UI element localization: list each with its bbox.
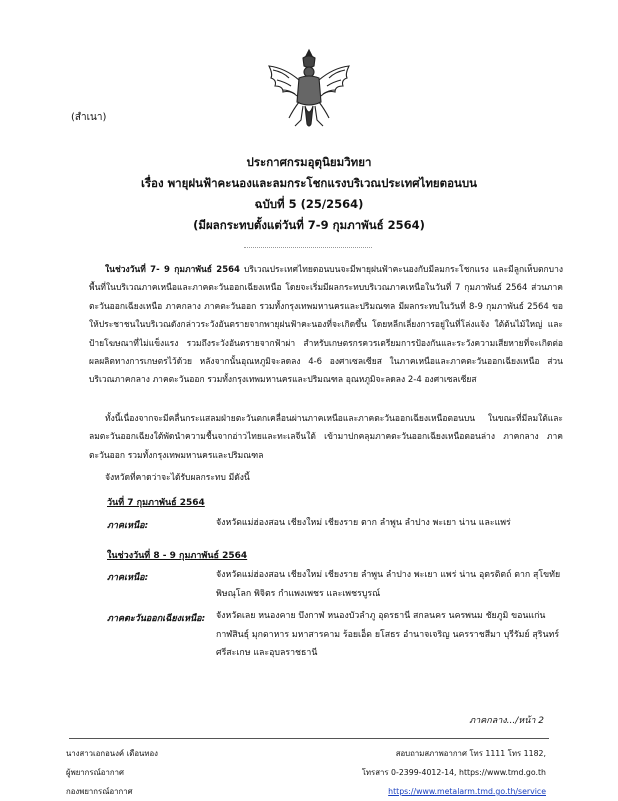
affected-provinces-intro: จังหวัดที่คาดว่าจะได้รับผลกระทบ มีดังนี้ — [105, 473, 250, 483]
contact-phone: สอบถามสภาพอากาศ โทร 1111 โทร 1182, — [395, 749, 546, 758]
period-1-heading: วันที่ 7 กุมภาพันธ์ 2564 — [107, 498, 205, 508]
contact-fax-web: โทรสาร 0-2399-4012-14, https://www.tmd.go.th — [361, 768, 546, 777]
period-2-northeast-label: ภาคตะวันออกเฉียงเหนือ: — [107, 614, 206, 624]
footer-left — [66, 744, 158, 801]
period-2-north-label: ภาคเหนือ: — [107, 573, 149, 583]
footer-right — [362, 744, 546, 801]
paragraph-1-lead: ในช่วงวันที่ 7- 9 กุมภาพันธ์ 2564 — [105, 265, 240, 275]
issue-number: ฉบับที่ 5 (25/2564) — [254, 197, 364, 211]
period-2-heading: ในช่วงวันที่ 8 - 9 กุมภาพันธ์ 2564 — [107, 551, 248, 561]
copy-note: (สำเนา) — [71, 112, 107, 123]
next-page-note: ภาคกลาง.../หน้า 2 — [469, 716, 544, 726]
forecaster-title: ผู้พยากรณ์อากาศ — [66, 768, 124, 777]
effective-date: (มีผลกระทบตั้งแต่วันที่ 7-9 กุมภาพันธ์ 2564) — [193, 218, 425, 232]
garuda-emblem-icon — [259, 44, 359, 132]
document-title: ประกาศกรมอุตุนิยมวิทยา — [246, 155, 372, 169]
forecaster-division: กองพยากรณ์อากาศ — [66, 787, 133, 796]
paragraph-1-text: บริเวณประเทศไทยตอนบนจะมีพายุฝนฟ้าคะนองกับมีลมกระโชกแรง และมีลูกเห็บตกบางพื้นที่ในบริเวณภาคเหนือและภาคตะวันออกเฉียงเหนือ โดยจะเริ่มมีผลกระทบบริเวณภาคเหนือในวันที่ 7 กุมภาพันธ์ 2564 ส่วนภาคตะวันออกเฉียงเหนือ ภาคกลาง ภาคตะวันออก รวมทั้งกรุงเทพมหานครและปริมณฑล มีผลกระทบในวันที่ 8-9 กุมภาพันธ์ 2564 ขอให้ประชาชนในบริเวณดังกล่าวระวังอันตรายจากพายุฝนฟ้าคะนองที่จะเกิดขึ้น โดยหลีกเลี่ยงการอยู่ในที่โล่งแจ้ง ใต้ต้นไม้ใหญ่ และป้ายโฆษณาที่ไม่แข็งแรง รวมถึงระวังอันตรายจากฟ้าผ่า สำหรับเกษตรกรควรเตรียมการป้องกันและระวังความเสียหายที่จะเกิดต่อผลผลิตทางการเกษตรไว้ด้วย หลังจากนั้นอุณหภูมิจะลดลง 4-6 องศาเซลเซียส ในภาคเหนือและภาคตะวันออกเฉียงเหนือ ส่วนบริเวณภาคกลาง ภาคตะวันออก รวมทั้งกรุงเทพมหานครและปริมณฑล อุณหภูมิจะลดลง 2-4 องศาเซลเซียส — [89, 265, 563, 386]
paragraph-2: ทั้งนี้เนื่องจากจะมีคลื่นกระแสลมฝ่ายตะวันตกเคลื่อนผ่านภาคเหนือและภาคตะวันออกเฉียงเหนือตอนบน ในขณะที่มีลมใต้และลมตะวันออกเฉียงใต้พัดนำความชื้นจากอ่าวไทยและทะเลจีนใต้ เข้ามาปกคลุมภาคตะวันออกเฉียงเหนือตอนล่าง ภาคกลาง ภาคตะวันออก รวมทั้งกรุงเทพมหานครและปริมณฑล — [89, 414, 563, 461]
period-2-north-text: จังหวัดแม่ฮ่องสอน เชียงใหม่ เชียงราย ลำพูน ลำปาง พะเยา แพร่ น่าน อุตรดิตถ์ ตาก สุโขทัย พิษณุโลก พิจิตร กำแพงเพชร และเพชรบูรณ์ — [216, 570, 561, 599]
paragraph-1 — [89, 261, 563, 390]
forecaster-name: นางสาวเอกอนงค์ เดือนทอง — [66, 749, 158, 758]
period-1-north-text: จังหวัดแม่ฮ่องสอน เชียงใหม่ เชียงราย ตาก ลำพูน ลำปาง พะเยา น่าน และแพร่ — [216, 518, 511, 528]
period-1-north-label: ภาคเหนือ: — [107, 521, 149, 531]
period-2-northeast-text: จังหวัดเลย หนองคาย บึงกาฬ หนองบัวลำภู อุดรธานี สกลนคร นครพนม ชัยภูมิ ขอนแก่น กาฬสินธุ์ มุกดาหาร มหาสารคาม ร้อยเอ็ด ยโสธร อำนาจเจริญ นครราชสีมา บุรีรัมย์ สุรินทร์ ศรีสะเกษ และอุบลราชธานี — [216, 611, 560, 658]
footer-divider — [69, 738, 549, 739]
document-subject: เรื่อง พายุฝนฟ้าคะนองและลมกระโชกแรงบริเวณประเทศไทยตอนบน — [140, 176, 478, 190]
title-divider — [244, 247, 372, 248]
service-link[interactable]: https://www.metalarm.tmd.go.th/service — [388, 787, 546, 796]
